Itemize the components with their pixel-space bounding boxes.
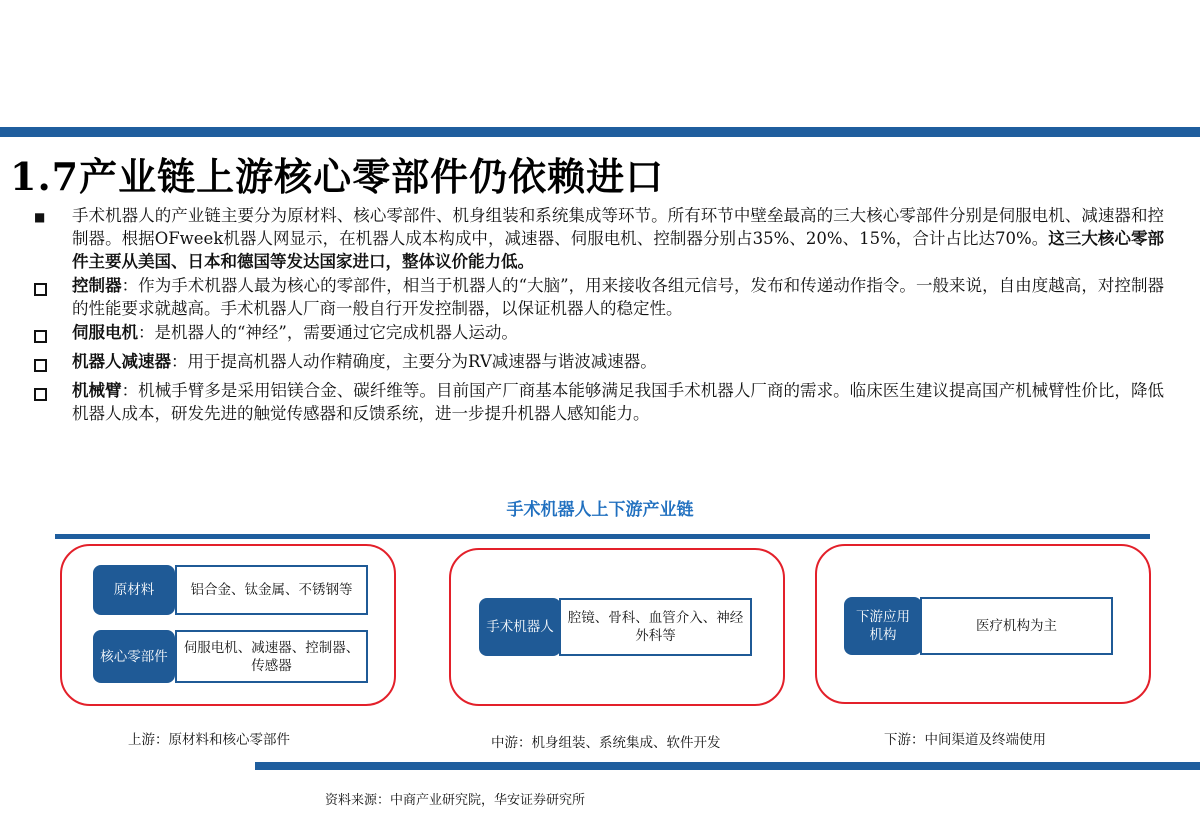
bullet-text: [72, 321, 1164, 349]
bullet-item: [34, 350, 1164, 378]
midstream-desc-robot: 腔镜、骨科、血管介入、神经外科等: [559, 598, 752, 656]
bullet-list: [34, 204, 1164, 426]
filled-square-bullet-icon: [34, 204, 72, 273]
bullet-item: [34, 321, 1164, 349]
bullet-text: [72, 204, 1164, 273]
open-square-bullet-icon: [34, 379, 72, 425]
bullet-emphasis: 这三大核心零部件主要从美国、日本和德国等发达国家进口，整体议价能力低。: [72, 229, 1164, 271]
downstream-label-institutions: 下游应用机构: [844, 597, 922, 655]
bullet-item: [34, 379, 1164, 425]
upstream-caption: 上游：原材料和核心零部件: [128, 732, 290, 748]
bullet-body: ：作为手术机器人最为核心的零部件，相当于机器人的“大脑”，用来接收各组元信号，发布和传递动作指令。一般来说，自由度越高，对控制器的性能要求就越高。手术机器人厂商一般自行开发控制器，以保证机器人的稳定性。: [72, 276, 1165, 318]
bullet-body: 手术机器人的产业链主要分为原材料、核心零部件、机身组装和系统集成等环节。所有环节中壁垒最高的三大核心零部件分别是伺服电机、减速器和控制器。根据OFweek机器人网显示，在机器人成本构成中，减速器、伺服电机、控制器分别占35%、20%、15%，合计占比达70%。: [72, 206, 1164, 248]
bullet-text: [72, 350, 1164, 378]
bullet-body: ：机械手臂多是采用铝镁合金、碳纤维等。目前国产厂商基本能够满足我国手术机器人厂商的需求。临床医生建议提高国产机械臂性价比，降低机器人成本，研发先进的触觉传感器和反馈系统，进一步提升机器人感知能力。: [72, 381, 1165, 423]
open-square-bullet-icon: [34, 274, 72, 320]
bullet-text: [72, 274, 1164, 320]
midstream-caption: 中游：机身组装、系统集成、软件开发: [491, 735, 721, 751]
upstream-label-raw-materials: 原材料: [93, 565, 175, 615]
source-note: 资料来源：中商产业研究院，华安证券研究所: [325, 793, 586, 808]
page-title: 1.7产业链上游核心零部件仍依赖进口: [10, 154, 665, 199]
bullet-term: 伺服电机: [72, 323, 138, 342]
bullet-text: [72, 379, 1164, 425]
upstream-desc-core-parts: 伺服电机、减速器、控制器、传感器: [175, 630, 368, 683]
open-square-bullet-icon: [34, 350, 72, 378]
footer-divider-bar: [255, 762, 1200, 770]
header-divider-bar: [0, 127, 1200, 137]
bullet-item: [34, 204, 1164, 273]
bullet-body: ：是机器人的“神经”，需要通过它完成机器人运动。: [138, 323, 518, 342]
chain-divider-bar: [55, 534, 1150, 539]
bullet-term: 控制器: [72, 276, 122, 295]
midstream-label-robot: 手术机器人: [479, 598, 561, 656]
upstream-desc-raw-materials: 铝合金、钛金属、不锈钢等: [175, 565, 368, 615]
chain-diagram-title: 手术机器人上下游产业链: [506, 500, 694, 520]
downstream-caption: 下游：中间渠道及终端使用: [884, 732, 1046, 748]
bullet-term: 机器人减速器: [72, 352, 171, 371]
bullet-body: ：用于提高机器人动作精确度，主要分为RV减速器与谐波减速器。: [171, 352, 657, 371]
upstream-label-core-parts: 核心零部件: [93, 630, 175, 683]
open-square-bullet-icon: [34, 321, 72, 349]
bullet-term: 机械臂: [72, 381, 122, 400]
bullet-item: [34, 274, 1164, 320]
downstream-desc-institutions: 医疗机构为主: [920, 597, 1113, 655]
